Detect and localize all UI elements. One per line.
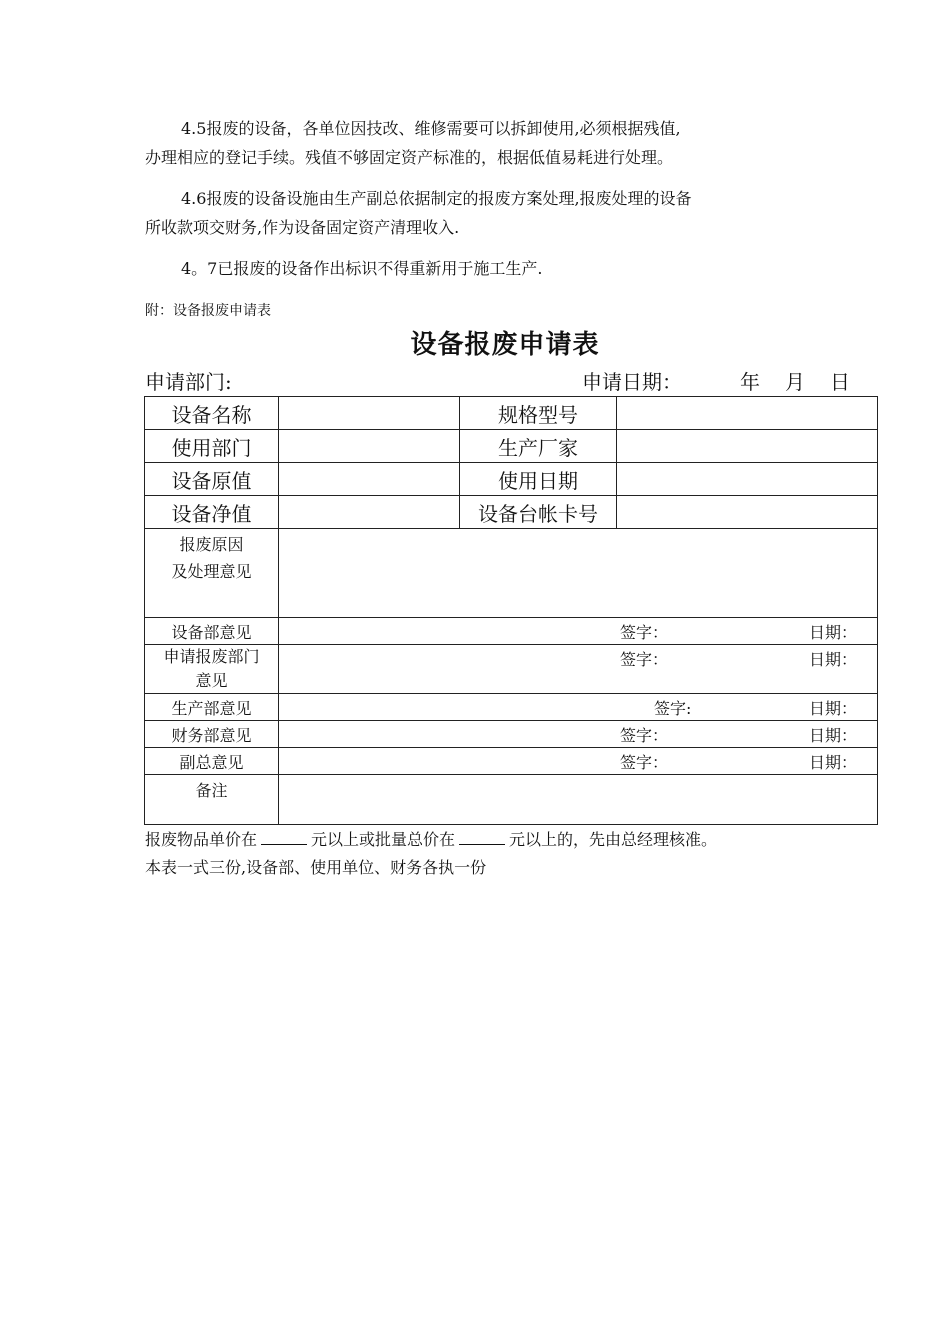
clause-4-6 [145,184,825,242]
table-row [145,397,878,430]
scrap-reason-field[interactable] [279,529,878,618]
month-label: 月 [785,370,806,394]
equipment-name-label: 设备名称 [145,397,279,430]
equipment-name-field[interactable] [279,397,460,430]
use-date-field[interactable] [617,463,878,496]
vice-president-opinion-field[interactable] [279,748,878,775]
remarks-label: 备注 [145,775,279,825]
apply-date [582,366,851,395]
use-dept-label: 使用部门 [145,430,279,463]
clause-4-5 [145,114,825,172]
use-dept-field[interactable] [279,430,460,463]
scrap-reason-label [145,529,279,618]
apply-date-label: 申请日期： [582,370,682,394]
remarks-field[interactable] [279,775,878,825]
table-row [145,694,878,721]
threshold-text-c: 元以上的，先由总经理核准。 [509,830,718,849]
table-row [145,748,878,775]
clause-4-6-line2: 所收款项交财务,作为设备固定资产清理收入. [145,218,460,237]
net-value-label: 设备净值 [145,496,279,529]
table-row [145,529,878,618]
apply-dept-opinion-label [145,645,279,694]
apply-dept-opinion-label-line1: 申请报废部门 [163,647,260,666]
year-label: 年 [740,370,761,394]
date-label: 日期： [808,726,857,745]
signature-label: 签字： [620,753,669,772]
clause-4-5-line2: 办理相应的登记手续。残值不够固定资产标准的，根据低值易耗进行处理。 [145,148,674,167]
ledger-card-no-field[interactable] [617,496,878,529]
scrap-reason-label-line1: 报废原因 [179,535,244,554]
original-value-field[interactable] [279,463,460,496]
equipment-dept-opinion-label: 设备部意见 [145,618,279,645]
signature-label: 签字： [620,623,669,642]
original-value-label: 设备原值 [145,463,279,496]
scrap-reason-label-line2: 及处理意见 [171,562,252,581]
scrap-application-table [144,396,878,825]
threshold-text-b: 元以上或批量总价在 [311,830,456,849]
manufacturer-label: 生产厂家 [460,430,617,463]
ledger-card-no-label: 设备台帐卡号 [460,496,617,529]
signature-label: 签字： [620,650,669,669]
vice-president-opinion-label: 副总意见 [145,748,279,775]
production-dept-opinion-field[interactable] [279,694,878,721]
clause-4-7-line: 4。7已报废的设备作出标识不得重新用于施工生产. [181,259,543,278]
table-row [145,721,878,748]
table-row [145,618,878,645]
date-label: 日期： [808,699,857,718]
approval-threshold-note [145,826,717,854]
apply-dept-opinion-field[interactable] [279,645,878,694]
spec-model-label: 规格型号 [460,397,617,430]
finance-dept-opinion-label: 财务部意见 [145,721,279,748]
clause-4-7 [145,254,825,283]
clause-4-5-line1: 4.5报废的设备，各单位因技改、维修需要可以拆卸使用,必须根据残值, [181,119,681,138]
equipment-dept-opinion-field[interactable] [279,618,878,645]
table-row [145,645,878,694]
threshold-text-a: 报废物品单价在 [145,830,258,849]
table-row [145,430,878,463]
attachment-note: 附：设备报废申请表 [145,303,271,319]
production-dept-opinion-label: 生产部意见 [145,694,279,721]
table-row [145,496,878,529]
date-label: 日期： [808,623,857,642]
day-label: 日 [830,370,851,394]
net-value-field[interactable] [279,496,460,529]
table-row [145,775,878,825]
spec-model-field[interactable] [617,397,878,430]
manufacturer-field[interactable] [617,430,878,463]
apply-dept-opinion-label-line2: 意见 [195,671,228,690]
apply-dept-label: 申请部门: [145,370,232,394]
form-title: 设备报废申请表 [410,330,600,360]
finance-dept-opinion-field[interactable] [279,721,878,748]
signature-label: 签字： [620,726,669,745]
clause-4-6-line1: 4.6报废的设备设施由生产副总依据制定的报废方案处理,报废处理的设备 [181,189,692,208]
date-label: 日期： [808,650,857,669]
date-label: 日期： [808,753,857,772]
use-date-label: 使用日期 [460,463,617,496]
signature-label: 签字: [654,699,692,718]
table-row [145,463,878,496]
copies-note: 本表一式三份,设备部、使用单位、财务各执一份 [145,858,487,877]
batch-total-blank[interactable] [459,830,505,845]
unit-price-blank[interactable] [261,830,307,845]
